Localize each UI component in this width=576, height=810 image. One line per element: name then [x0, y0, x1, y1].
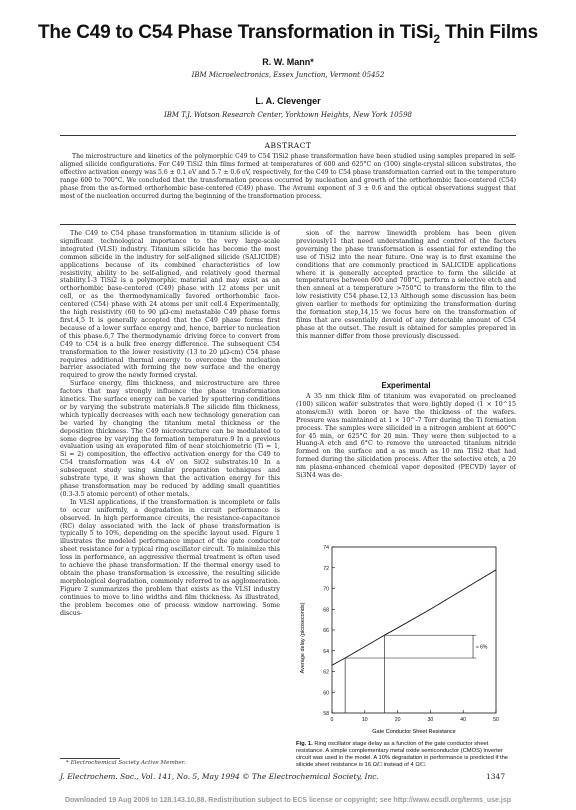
- x-axis-label: Gate Conductor Sheet Resistance: [372, 729, 456, 735]
- footnote-rule: [60, 758, 120, 759]
- x-tick-label: 20: [394, 717, 401, 723]
- affiliation-1: IBM Microelectronics, Essex Junction, Vermont 05452: [191, 71, 385, 79]
- y-axis-label: Average delay (picoseconds): [300, 602, 306, 674]
- figure-1-caption: [296, 741, 516, 769]
- intro-paragraph-1: The C49 to C54 phase transformation in titanium silicide is of significant technological importance to the very large-scale integrated (VLSI) industry. Titanium silicide has become the most common silicide in the industry for self-aligned silicide (SALICIDE) applications because of its combined characteristics of low resistivity, ability to be self-aligned, and relatively good thermal stability.1-3 TiSi2 is a polymorphic material and may exist as an orthorhombic base-centered (C49) phase with 12 atoms per unit cell, or as the thermodynamically favored orthorhombic face-centered (C54) phase with 24 atoms per unit cell.4 Experimentally, the high resistivity (60 to 90 μΩ-cm) metastable C49 phase forms first.4,5 It is generally accepted that the C49 phase forms first because of a lower surface energy and, hence, barrier to nucleation of this phase.6,7 The thermodynamic driving force to convert from C49 to C54 is a bulk free energy difference. The subsequent C54 transformation to the lower resistivity (13 to 20 μΩ-cm) C54 phase requires additional thermal energy to overcome the nucleation barrier associated with forming the new surface and the energy required to grow the newly formed crystal.: [60, 230, 280, 380]
- plot-frame: [332, 547, 496, 713]
- y-tick-label: 68: [323, 607, 329, 614]
- title-main: The C49 to C54 Phase Transformation in TiSi: [37, 22, 434, 43]
- delay-annotation: ≈ 6%: [476, 644, 488, 651]
- author-2: L. A. Clevenger: [255, 96, 321, 106]
- download-notice: Downloaded 19 Aug 2009 to 128.143.10.88. Redistribution subject to ECS license or copyright; see http://www.ecsdl.org/terms_use.jsp: [64, 797, 512, 804]
- x-tick-label: 40: [460, 717, 467, 723]
- x-tick-label: 10: [361, 717, 368, 723]
- experimental-paragraph-1: A 35 nm thick film of titanium was evaporated on precleaned (100) silicon wafer substrates that were lightly doped (1 × 10^15 atoms/cm3) with boron or have the thickness of the wafers. Pressure was maintained at 1 × 10^-7 Torr during the Ti formation process. The samples were silicided in a nitrogen ambient at 600°C for 45 min, or 625°C for 20 min. They were then subjected to a Huang-A etch and 6°C to remove the unreacted titanium nitride formed on the surface and a as much as 10 nm TiSi2 that had formed during the silicidation process. After the selective etch, a 20 nm plasma-enhanced chemical vapor deposited (PECVD) layer of Si3N4 was de-: [296, 393, 516, 480]
- paper-title: [0, 22, 576, 46]
- y-tick-label: 66: [323, 628, 329, 634]
- caption-label: Fig. 1.: [296, 741, 313, 747]
- x-tick-label: 0: [330, 717, 334, 723]
- affiliation-2: IBM T.J. Watson Research Center, Yorktown Heights, New York 10598: [164, 111, 412, 119]
- x-tick-label: 50: [493, 717, 499, 723]
- title-tail: Thin Films: [439, 22, 538, 43]
- y-tick-label: 64: [323, 648, 329, 655]
- caption-text: Ring oscillator stage delay as a function of the gate conductor sheet resistance. A simple complementary metal oxide semiconductor (CMOS) inverter circuit was used in the model. A 10% degradation in performance is predicted if the silicide sheet resistance is 16 Ω/□ instead of 4 Ω/□.: [296, 741, 509, 768]
- experimental-column: [296, 393, 516, 533]
- y-tick-label: 70: [323, 586, 329, 593]
- figure-1-chart: [296, 535, 516, 740]
- abstract-text: The microstructure and kinetics of the polymorphic C49 to C54 TiSi2 phase transformation have been studied using samples prepared in self-aligned silicide configurations. For C49 TiSi2 thin films formed at temperatures of 600 and 625°C on (100) single-crystal silicon substrates, the effective activation energy was 5.6 ± 0.1 eV and 5.7 ± 0.6 eV, respectively, for the C49 to C54 phase transformation carried out in the temperature range 600 to 700°C. We concluded that the transformation process occurred by nucleation and growth of the orthorhombic face-centered (C54) phase from the as-formed orthorhombic base-centered (C49) phase. The Avrami exponent of 3 ± 0.6 and the optical observations suggest that most of the nucleation occurred during the beginning of the transformation process.: [60, 153, 516, 201]
- left-column: [60, 230, 280, 755]
- intro-paragraph-3: In VLSI applications, if the transformation is incomplete or fails to occur uniformly, a degradation in circuit performance is observed. In high performance circuits, the resistance-capacitance (RC) delay associated with the lack of phase transformation is typically 5 to 10%, depending on the specific layout used. Figure 1 illustrates the modeled performance impact of the gate conductor sheet resistance for a typical ring oscillator circuit. To minimize this loss in performance, an aggressive thermal treatment is often used to achieve the phase transformation. If the thermal energy used to obtain the phase transformation is excessive, the resulting silicide morphological degradation, commonly referred to as agglomeration. Figure 2 summarizes the problem that exists as the VLSI industry continues to move to line widths and film thickness. As illustrated, the problem becomes one of process window narrowing. Some discus-: [60, 498, 280, 617]
- experimental-heading: Experimental: [381, 381, 431, 390]
- right-column: [296, 230, 516, 341]
- x-tick-label: 30: [427, 717, 434, 723]
- y-tick-label: 58: [323, 711, 329, 717]
- author-1: R. W. Mann*: [262, 57, 314, 67]
- y-tick-label: 62: [323, 669, 329, 676]
- rule-top: [60, 135, 516, 136]
- y-tick-label: 72: [323, 565, 329, 572]
- y-tick-label: 60: [323, 690, 329, 697]
- y-tick-label: 74: [323, 545, 329, 551]
- rule-bottom: [60, 224, 516, 225]
- journal-footer: J. Electrochem. Soc., Vol. 141, No. 5, May 1994 © The Electrochemical Society, Inc.: [60, 772, 379, 781]
- page-number: 1347: [486, 772, 506, 781]
- delay-series-line: [332, 570, 496, 665]
- intro-paragraph-4: sion of the narrow linewidth problem has been given previously11 that need understanding and control of the factors governing the phase transformation is essential for extending the use of TiSi2 into the near future. One way is to first examine the conditions that are commonly practiced in SALICIDE applications where it is generally accepted practice to form the silicide at temperatures between 600 and 700°C, perform a selective etch and then anneal at a temperature >750°C to transform the film to the low resistivity C54 phase.12,13 Although some discussion has been given earlier to methods for optimizing the transformation during the formation step,14,15 we focus here on the transformation of films that are essentially devoid of any detectable amount of C54 phase at the outset. The result is obtained for samples prepared in this manner differ from those previously discussed.: [296, 230, 516, 340]
- abstract-heading: ABSTRACT: [264, 141, 312, 150]
- title-subscript: 2: [433, 31, 440, 46]
- intro-paragraph-2: Surface energy, film thickness, and microstructure are three factors that may strongly influence the phase transformation kinetics. The surface energy can be varied by sputtering conditions or by varying the substrate materials.8 The silicide film thickness, which typically decreases with each new technology generation can be varied by changing the titanium metal thickness or the deposition thickness. The C49 microstructure can be modulated to some degree by varying the formation temperature.9 In a previous evaluation using an evaporated film of near stoichiometric (Ti = 1, Si = 2) composition, the effective activation energy for the C49 to C54 transformation was 4.4 eV on SiO2 substrates.10 In a subsequent study using similar preparation techniques and substrate type, it was shown that the activation energy for this phase transformation may be reduced by adding small quantities (0.3-3.5 atomic percent) of other metals.: [60, 380, 280, 498]
- footnote: * Electrochemical Society Active Member.: [66, 760, 186, 766]
